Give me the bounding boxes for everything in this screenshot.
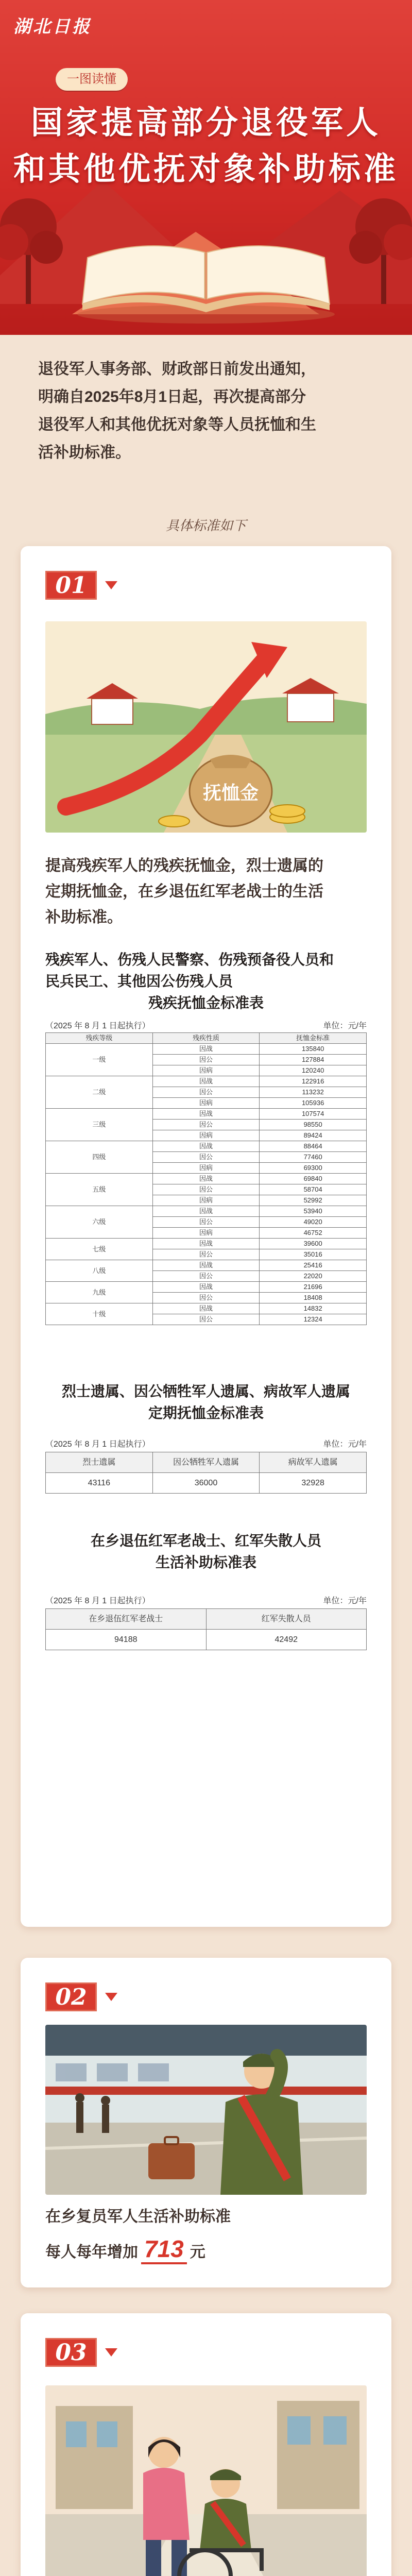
survivor-pension-table bbox=[45, 1452, 367, 1494]
table-cell: 36000 bbox=[152, 1473, 260, 1494]
table-cell-level: 六级 bbox=[46, 1206, 153, 1239]
table-cell: 32928 bbox=[260, 1473, 367, 1494]
table-header: 病故军人遗属 bbox=[260, 1452, 367, 1473]
table-cell-level: 四级 bbox=[46, 1141, 153, 1174]
table-row bbox=[46, 1260, 367, 1271]
table-cell-nature: 因病 bbox=[152, 1065, 260, 1076]
desc-line: 补助标准。 bbox=[45, 909, 123, 926]
table-cell: 42492 bbox=[206, 1630, 367, 1650]
section-number-badge: 01 bbox=[45, 571, 97, 600]
table-cell-amount: 39600 bbox=[260, 1239, 367, 1249]
unit-label: 单位：元/年 bbox=[323, 1440, 367, 1449]
table-cell-amount: 58704 bbox=[260, 1184, 367, 1195]
table-cell-nature: 因战 bbox=[152, 1206, 260, 1217]
effective-date: （2025 年 8 月 1 日起执行） bbox=[45, 1597, 150, 1605]
table1-title bbox=[45, 949, 367, 1014]
table-header: 烈士遗属 bbox=[46, 1452, 153, 1473]
table-cell-nature: 因公 bbox=[152, 1087, 260, 1098]
table-cell-nature: 因病 bbox=[152, 1098, 260, 1109]
table-cell-nature: 因战 bbox=[152, 1141, 260, 1152]
table-cell-nature: 因战 bbox=[152, 1044, 260, 1055]
table-row bbox=[46, 1282, 367, 1293]
table-cell-amount: 107574 bbox=[260, 1109, 367, 1120]
table-cell-nature: 因战 bbox=[152, 1109, 260, 1120]
bag-label: 抚恤金 bbox=[202, 783, 259, 804]
arrow-down-icon bbox=[105, 581, 117, 589]
table-cell-amount: 12324 bbox=[260, 1314, 367, 1325]
intro-line: 明确自2025年8月1日起，再次提高部分 bbox=[38, 388, 306, 405]
table-cell-nature: 因战 bbox=[152, 1303, 260, 1314]
tree-illustration bbox=[340, 170, 412, 304]
disability-pension-table bbox=[45, 1032, 367, 1325]
table-cell-nature: 因公 bbox=[152, 1314, 260, 1325]
table-row bbox=[46, 1044, 367, 1055]
card-demobilized-subsidy bbox=[21, 1958, 391, 2287]
table-title-line: 在乡退伍红军老战士、红军失散人员 bbox=[90, 1532, 321, 1549]
section-number-badge: 03 bbox=[45, 2338, 97, 2367]
table-cell-nature: 因公 bbox=[152, 1152, 260, 1163]
pension-illustration bbox=[45, 621, 367, 833]
intro-line: 活补助标准。 bbox=[38, 444, 131, 461]
table-cell-amount: 25416 bbox=[260, 1260, 367, 1271]
tree-illustration bbox=[0, 170, 72, 304]
table-cell-nature: 因公 bbox=[152, 1271, 260, 1282]
table-cell-nature: 因病 bbox=[152, 1195, 260, 1206]
logo: 湖北日报 bbox=[13, 17, 92, 37]
table-cell-nature: 因公 bbox=[152, 1055, 260, 1065]
header-banner bbox=[0, 0, 412, 335]
intro-paragraph bbox=[38, 355, 378, 467]
table-cell-nature: 因战 bbox=[152, 1260, 260, 1271]
table-header: 残疾等级 bbox=[46, 1033, 153, 1044]
card-disability-pension bbox=[21, 546, 391, 1927]
table-cell-nature: 因公 bbox=[152, 1249, 260, 1260]
amount-unit: 元 bbox=[190, 2244, 205, 2261]
table-cell-amount: 98550 bbox=[260, 1120, 367, 1130]
table-cell-amount: 53940 bbox=[260, 1206, 367, 1217]
arrow-down-icon bbox=[105, 2348, 117, 2357]
table-cell-level: 二级 bbox=[46, 1076, 153, 1109]
table-row bbox=[46, 1239, 367, 1249]
arrow-down-icon bbox=[105, 1993, 117, 2001]
table-cell-amount: 52992 bbox=[260, 1195, 367, 1206]
desc-line: 定期抚恤金，在乡退伍红军老战士的生活 bbox=[45, 883, 323, 900]
open-book-illustration bbox=[72, 222, 340, 325]
table-cell-amount: 122916 bbox=[260, 1076, 367, 1087]
table-cell-nature: 因战 bbox=[152, 1282, 260, 1293]
table-row bbox=[46, 1076, 367, 1087]
page-title-line2: 和其他优抚对象补助标准 bbox=[13, 151, 399, 187]
table-cell-nature: 因公 bbox=[152, 1293, 260, 1303]
table-cell-amount: 120240 bbox=[260, 1065, 367, 1076]
table2-meta bbox=[45, 1437, 367, 1449]
table2-title bbox=[45, 1381, 367, 1424]
table-cell-nature: 因战 bbox=[152, 1174, 260, 1184]
table1-meta bbox=[45, 1019, 367, 1031]
table3-title bbox=[45, 1530, 367, 1573]
table-cell-level: 十级 bbox=[46, 1303, 153, 1325]
table-cell-nature: 因病 bbox=[152, 1130, 260, 1141]
table-cell-nature: 因公 bbox=[152, 1217, 260, 1228]
table-cell-amount: 89424 bbox=[260, 1130, 367, 1141]
intro-line: 退役军人和其他优抚对象等人员抚恤和生 bbox=[38, 416, 316, 433]
table-cell-amount: 69300 bbox=[260, 1163, 367, 1174]
table-row bbox=[46, 1109, 367, 1120]
table-cell-amount: 49020 bbox=[260, 1217, 367, 1228]
table-cell-level: 一级 bbox=[46, 1044, 153, 1076]
table-cell-nature: 因公 bbox=[152, 1120, 260, 1130]
table-title-line: 残疾抚恤金标准表 bbox=[148, 994, 264, 1011]
table-cell-amount: 18408 bbox=[260, 1293, 367, 1303]
amount-prefix: 每人每年增加 bbox=[45, 2244, 138, 2261]
table-header: 残疾性质 bbox=[152, 1033, 260, 1044]
table-cell-amount: 113232 bbox=[260, 1087, 367, 1098]
table-cell-level: 七级 bbox=[46, 1239, 153, 1260]
card1-description bbox=[45, 853, 367, 930]
table-cell-nature: 因战 bbox=[152, 1076, 260, 1087]
table-title-line: 定期抚恤金标准表 bbox=[148, 1404, 264, 1421]
table-header: 因公牺牲军人遗属 bbox=[152, 1452, 260, 1473]
red-army-subsidy-table bbox=[45, 1608, 367, 1650]
table-row bbox=[46, 1141, 367, 1152]
card2-line1: 在乡复员军人生活补助标准 bbox=[45, 2208, 231, 2225]
table-cell-amount: 46752 bbox=[260, 1228, 367, 1239]
table-cell-amount: 88464 bbox=[260, 1141, 367, 1152]
table-header: 抚恤金标准 bbox=[260, 1033, 367, 1044]
page-title-line1: 国家提高部分退役军人 bbox=[30, 105, 381, 141]
table-row bbox=[46, 1206, 367, 1217]
table-cell-level: 九级 bbox=[46, 1282, 153, 1303]
table-cell-amount: 135840 bbox=[260, 1044, 367, 1055]
table-row bbox=[46, 1174, 367, 1184]
table-cell-amount: 69840 bbox=[260, 1174, 367, 1184]
table-cell-level: 三级 bbox=[46, 1109, 153, 1141]
wheelchair-veteran-illustration bbox=[45, 2385, 367, 2576]
intro-line: 退役军人事务部、财政部日前发出通知， bbox=[38, 361, 316, 378]
table-title-line: 烈士遗属、因公牺牲军人遗属、病故军人遗属 bbox=[61, 1383, 350, 1400]
table-cell-amount: 105936 bbox=[260, 1098, 367, 1109]
table-row bbox=[46, 1303, 367, 1314]
table-cell-level: 八级 bbox=[46, 1260, 153, 1282]
unit-label: 单位：元/年 bbox=[323, 1597, 367, 1605]
table-cell-level: 五级 bbox=[46, 1174, 153, 1206]
table-header: 在乡退伍红军老战士 bbox=[46, 1609, 207, 1630]
section-number-badge: 02 bbox=[45, 1982, 97, 2011]
table-cell-amount: 35016 bbox=[260, 1249, 367, 1260]
table-title-line: 民兵民工、其他因公伤残人员 bbox=[45, 973, 233, 990]
table3-meta bbox=[45, 1594, 367, 1606]
veteran-salute-illustration bbox=[45, 2025, 367, 2195]
table-cell-nature: 因战 bbox=[152, 1239, 260, 1249]
amount-value: 713 bbox=[141, 2235, 187, 2264]
table-cell: 43116 bbox=[46, 1473, 153, 1494]
table-cell-amount: 22020 bbox=[260, 1271, 367, 1282]
table-title-line: 残疾军人、伤残人民警察、伤残预备役人员和 bbox=[45, 951, 334, 968]
table-title-line: 生活补助标准表 bbox=[155, 1554, 256, 1571]
table-cell-amount: 127884 bbox=[260, 1055, 367, 1065]
card2-line2 bbox=[45, 2236, 367, 2265]
table-cell-amount: 77460 bbox=[260, 1152, 367, 1163]
desc-line: 提高残疾军人的残疾抚恤金，烈士遗属的 bbox=[45, 857, 323, 874]
unit-label: 单位：元/年 bbox=[323, 1022, 367, 1030]
effective-date: （2025 年 8 月 1 日起执行） bbox=[45, 1022, 150, 1030]
table-cell-nature: 因病 bbox=[152, 1163, 260, 1174]
section-subheading: 具体标准如下 bbox=[165, 518, 246, 534]
table-cell: 94188 bbox=[46, 1630, 207, 1650]
effective-date: （2025 年 8 月 1 日起执行） bbox=[45, 1440, 150, 1449]
table-cell-nature: 因病 bbox=[152, 1228, 260, 1239]
table-cell-nature: 因公 bbox=[152, 1184, 260, 1195]
table-cell-amount: 21696 bbox=[260, 1282, 367, 1293]
card-sick-veteran-subsidy bbox=[21, 2313, 391, 2576]
header-tag: 一图读懂 bbox=[56, 68, 128, 91]
table-cell-amount: 14832 bbox=[260, 1303, 367, 1314]
table-header: 红军失散人员 bbox=[206, 1609, 367, 1630]
